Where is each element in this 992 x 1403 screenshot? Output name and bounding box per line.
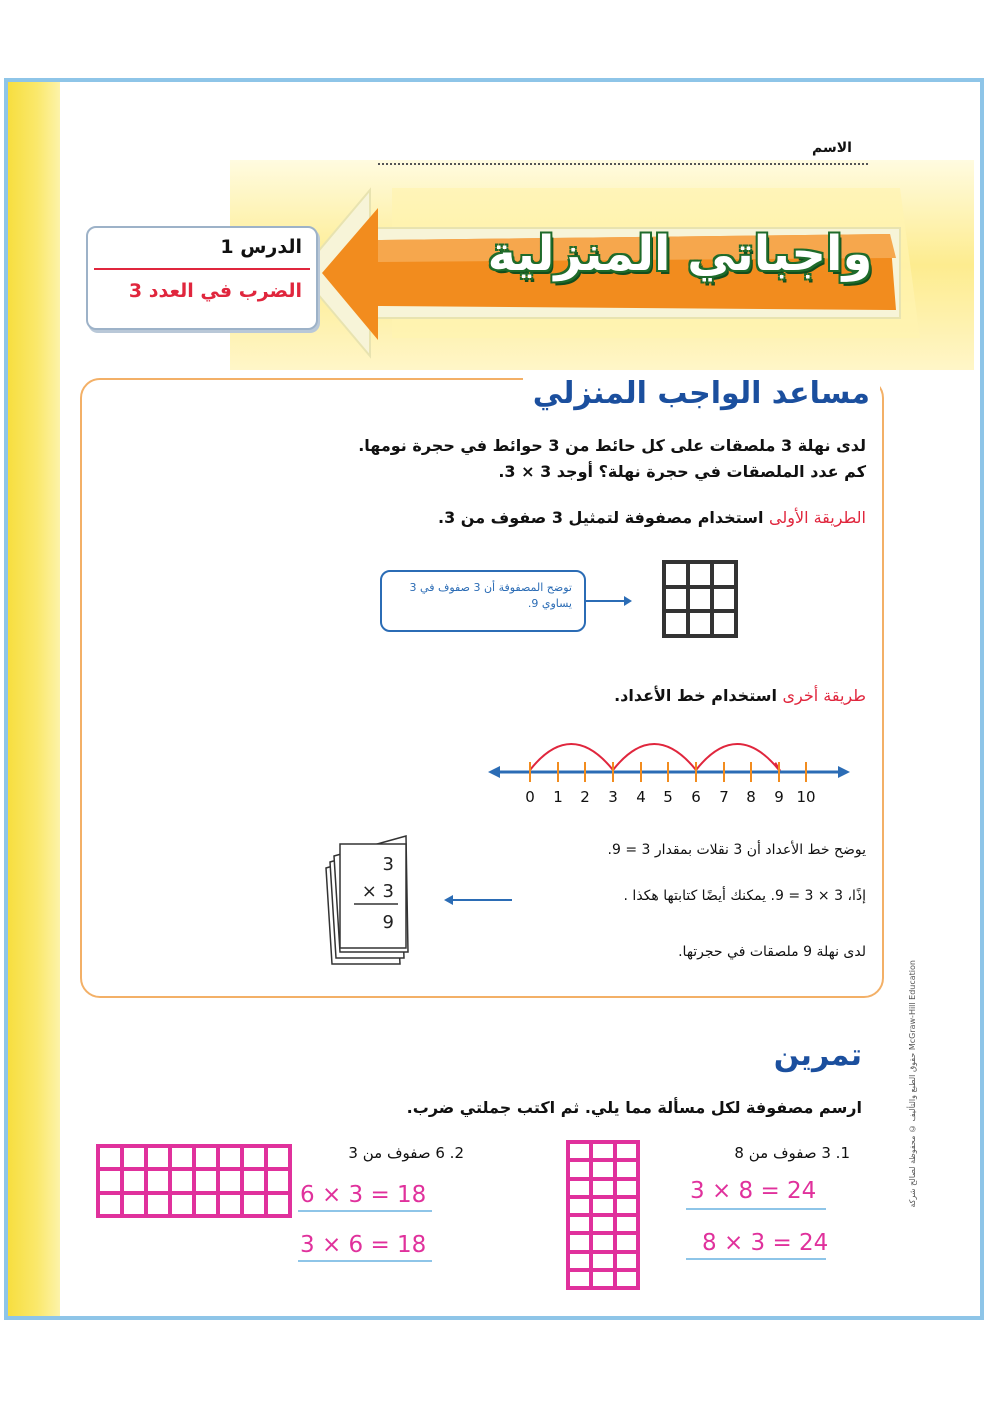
answer-line[interactable] — [686, 1258, 826, 1260]
problem-1-answer-1: 3 × 8 = 24 — [690, 1178, 817, 1204]
lesson-title: الضرب في العدد 3 — [128, 280, 302, 302]
problem-2-answer-1: 6 × 3 = 18 — [300, 1182, 427, 1208]
jump-arc-1 — [530, 744, 613, 770]
tick-label: 2 — [580, 788, 590, 806]
lesson-number: الدرس 1 — [220, 236, 302, 258]
note-3: لدى نهلة 9 ملصقات في حجرتها. — [678, 944, 866, 960]
exercise-title: تمرين — [773, 1038, 862, 1073]
tick-label: 7 — [719, 788, 729, 806]
tick-label: 10 — [796, 788, 816, 806]
method-2 — [614, 686, 866, 705]
jump-arc-2 — [613, 744, 696, 770]
card-top: 3 — [382, 854, 394, 875]
problem-line-2: كم عدد الملصقات في حجرة نهلة؟ أوجد 3 × 3. — [498, 462, 866, 481]
problem-2-number: 2. — [449, 1144, 464, 1162]
tick-label: 4 — [636, 788, 646, 806]
example-array-3x3 — [662, 560, 738, 638]
problem-1-array[interactable] — [566, 1140, 640, 1290]
card-bottom: 9 — [382, 912, 394, 933]
helper-title: مساعد الواجب المنزلي — [523, 376, 880, 411]
lesson-divider — [94, 268, 310, 270]
tick-label: 9 — [774, 788, 784, 806]
answer-line[interactable] — [686, 1208, 826, 1210]
lesson-box — [86, 226, 318, 330]
callout-arrow — [586, 594, 632, 608]
name-label: الاسم — [812, 140, 852, 156]
tick-label: 5 — [663, 788, 673, 806]
copyright-sidebar: حقوق الطبع والتأليف © محفوظة لصالح شركة McGraw-Hill Education — [908, 960, 917, 1208]
note-1: يوضح خط الأعداد أن 3 نقلات بمقدار 3 = 9. — [607, 842, 866, 858]
problem-line-1: لدى نهلة 3 ملصقات على كل حائط من 3 حوائط في حجرة نومها. — [358, 436, 866, 455]
problem-2-answer-2: 3 × 6 = 18 — [300, 1232, 427, 1258]
number-line — [486, 726, 856, 808]
method-2-text: استخدام خط الأعداد. — [614, 686, 777, 705]
problem-2-prompt — [348, 1144, 464, 1162]
method-1-text: استخدام مصفوفة لتمثيل 3 صفوف من 3. — [438, 508, 764, 527]
problem-2-text: 6 صفوف من 3 — [348, 1144, 445, 1162]
answer-line[interactable] — [298, 1210, 432, 1212]
tick-label: 3 — [608, 788, 618, 806]
problem-1-number: 1. — [835, 1144, 850, 1162]
jump-arc-3 — [696, 744, 779, 770]
name-field[interactable] — [378, 163, 868, 165]
method-1-label: الطريقة الأولى — [769, 508, 866, 527]
tick-label: 0 — [525, 788, 535, 806]
note-arrow — [444, 894, 514, 906]
problem-1-prompt — [734, 1144, 850, 1162]
banner-title: واجباتي المنزلية — [487, 226, 873, 282]
problem-1-text: 3 صفوف من 8 — [734, 1144, 831, 1162]
tick-label: 1 — [553, 788, 563, 806]
array-callout: توضح المصفوفة أن 3 صفوف في 3 يساوي 9. — [380, 570, 586, 632]
problem-2-array[interactable] — [96, 1144, 292, 1218]
answer-line[interactable] — [298, 1260, 432, 1262]
note-2: إذًا، 3 × 3 = 9. يمكنك أيضًا كتابتها هكذا . — [623, 888, 866, 904]
vertical-form-card — [324, 834, 416, 968]
card-middle: × 3 — [361, 881, 394, 902]
tick-label: 8 — [746, 788, 756, 806]
tick-label: 6 — [691, 788, 701, 806]
method-2-label: طريقة أخرى — [782, 686, 866, 705]
exercise-instruction: ارسم مصفوفة لكل مسألة مما يلي. ثم اكتب جملتي ضرب. — [406, 1098, 862, 1117]
method-1 — [438, 508, 866, 527]
problem-1-answer-2: 8 × 3 = 24 — [702, 1230, 829, 1256]
